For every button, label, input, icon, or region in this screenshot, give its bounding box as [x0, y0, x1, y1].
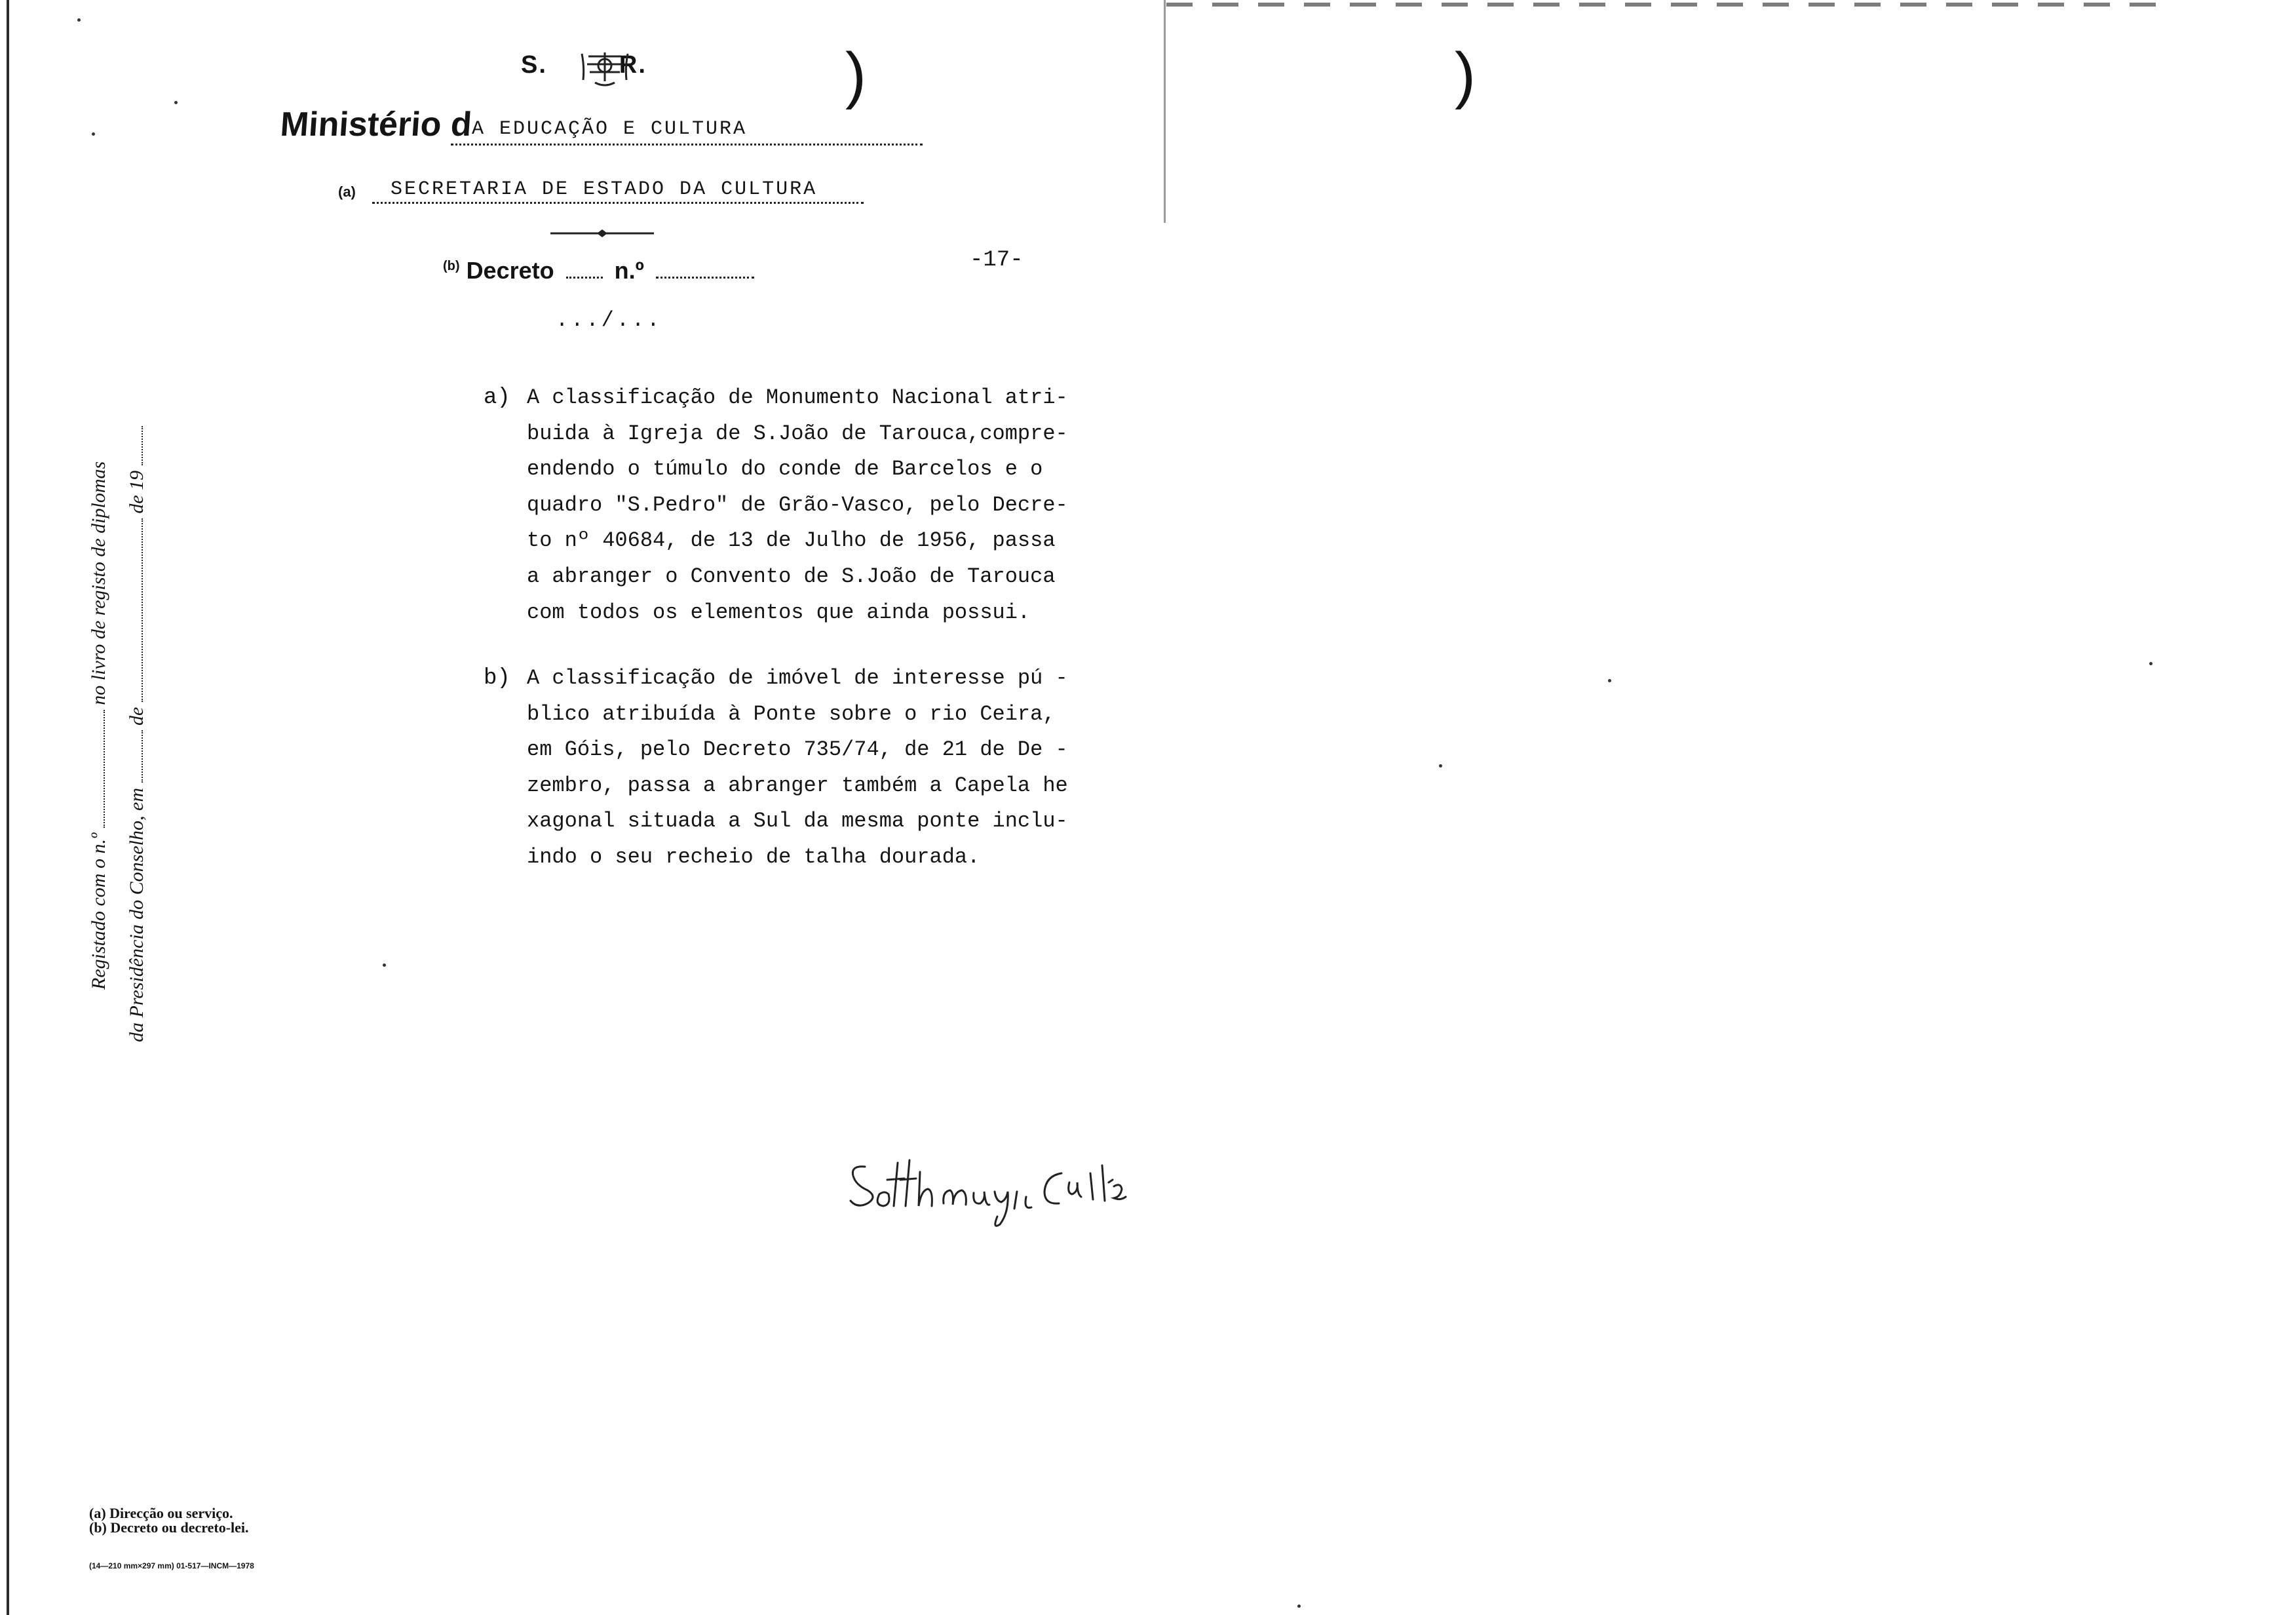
registration-month-blank [142, 518, 143, 702]
text-line: endendo o túmulo do conde de Barcelos e o [527, 457, 1043, 482]
text-line: buida à Igreja de S.João de Tarouca,compre- [527, 421, 1068, 446]
page-number: -17- [970, 248, 1024, 273]
text-line: indo o seu recheio de talha dourada. [527, 844, 980, 869]
decree-number-label: n.º [614, 257, 644, 284]
scan-speck [383, 963, 386, 967]
footnote-a: (a) Direcção ou serviço. [89, 1505, 233, 1521]
footnotes [89, 1506, 249, 1535]
registration-year-label: de 19 [126, 470, 147, 514]
registration-day-blank [142, 731, 143, 783]
registration-note-line-2 [126, 426, 148, 1042]
scan-top-edge [1166, 3, 2175, 7]
decree-number-blank [656, 277, 754, 279]
text-line: A classificação de Monumento Nacional atri- [527, 385, 1068, 410]
scan-speck [77, 18, 81, 22]
registration-number-label: Registado com o n.º [88, 832, 109, 990]
r-letter: R. [619, 51, 647, 79]
text-line: com todos os elementos que ainda possui. [527, 600, 1031, 625]
registration-de-label: de [126, 707, 147, 726]
divider-ornament-icon [550, 227, 654, 239]
page-fold-line [1164, 0, 1166, 223]
note-marker-b: (b) [443, 259, 460, 273]
text-line: quadro "S.Pedro" de Grão-Vasco, pelo Decre- [527, 492, 1068, 517]
scan-bracket-mark: ) [845, 40, 866, 110]
print-code: (14—210 mm×297 mm) 01-517—INCM—1978 [89, 1561, 254, 1570]
s-letter: S. [521, 51, 547, 79]
text-line: A classificação de imóvel de interesse pú - [527, 666, 1068, 690]
ministry-name: A EDUCAÇÃO E CULTURA [472, 118, 748, 140]
registration-note-line-1 [88, 461, 110, 990]
text-line: zembro, passa a abranger também a Capela he [527, 773, 1068, 798]
scan-speck [92, 132, 95, 136]
decree-line [443, 257, 754, 284]
scan-speck [1608, 679, 1611, 682]
handwritten-signature-icon [845, 1154, 1127, 1232]
text-line: to nº 40684, de 13 de Julho de 1956, passa [527, 528, 1056, 553]
decree-type-blank [566, 277, 603, 279]
item-b-text [527, 661, 1130, 876]
text-line: blico atribuída à Ponte sobre o rio Ceira, [527, 701, 1056, 726]
text-line: a abranger o Convento de S.João de Tarouca [527, 564, 1056, 589]
department-name: SECRETARIA DE ESTADO DA CULTURA [391, 178, 818, 201]
decree-label: Decreto [466, 257, 554, 284]
ministry-prefix: Ministério d [278, 106, 473, 144]
scan-speck [1439, 764, 1442, 768]
continuation-mark: .../... [556, 308, 662, 332]
text-line: xagonal situada a Sul da mesma ponte inclu- [527, 809, 1068, 834]
coat-of-arms-icon [575, 47, 634, 88]
scan-speck [174, 101, 178, 104]
scan-bracket-mark: ) [1455, 40, 1476, 110]
registration-number-blank [104, 710, 105, 828]
scan-speck [1297, 1605, 1301, 1608]
item-b-marker: b) [484, 666, 510, 691]
scan-speck [2149, 662, 2152, 665]
registration-book-label: no livro de registo de diplomas [88, 461, 109, 705]
footnote-b: (b) Decreto ou decreto-lei. [89, 1519, 249, 1536]
page-left-edge [7, 0, 9, 1615]
registration-year-blank [142, 426, 143, 465]
registration-council-label: da Presidência do Conselho, em [126, 788, 147, 1042]
item-a-marker: a) [484, 385, 510, 410]
text-line: em Góis, pelo Decreto 735/74, de 21 de De - [527, 737, 1068, 762]
item-a-text [527, 380, 1130, 631]
note-marker-a: (a) [338, 184, 356, 200]
